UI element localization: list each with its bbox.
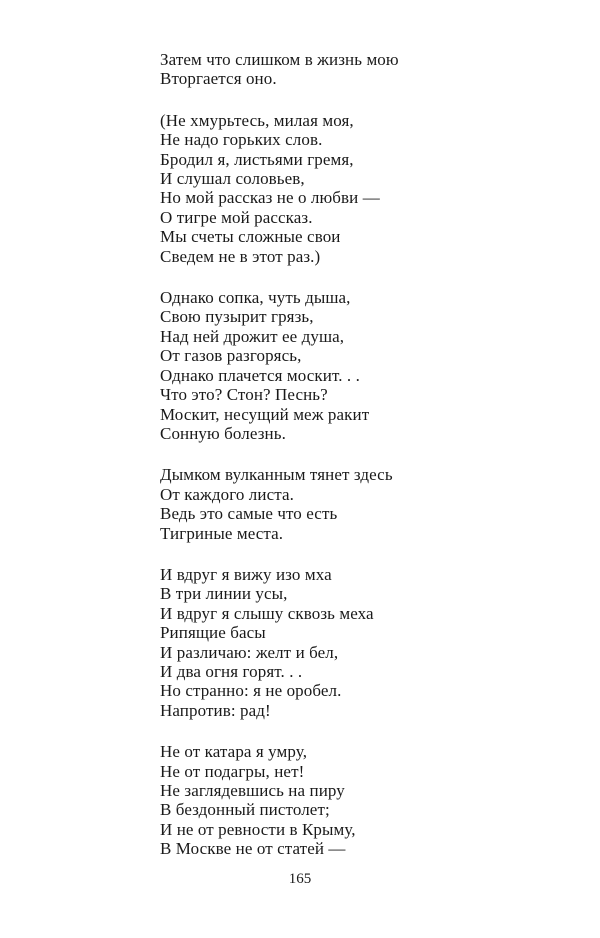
poem-line: И слушал соловьев, [160,169,305,189]
poem-line: Бродил я, листьями гремя, [160,149,354,169]
stanza [160,50,580,89]
stanza [160,288,580,443]
stanza [160,465,580,543]
poem-line: Москит, несущий меж ракит [160,404,370,424]
stanza [160,565,580,720]
poem-line: Однако сопка, чуть дыша, [160,288,351,308]
poem-line: Затем что слишком в жизнь мою [160,50,399,69]
poem-line: Но странно: я не оробел. [160,681,342,701]
poem-line: Не заглядевшись на пиру [160,781,345,800]
poem-text [160,50,580,881]
poem-line: И не от ревности в Крыму, [160,819,356,839]
poem-line: В Москве не от статей — [160,839,346,859]
poem-line: В бездонный пистолет; [160,800,330,820]
poem-line: О тигре мой рассказ. [160,207,313,227]
poem-line: И вдруг я слышу сквозь меха [160,603,374,623]
poem-line: От газов разгорясь, [160,346,302,366]
poem-line: (Не хмурьтесь, милая моя, [160,110,354,130]
poem-line: Что это? Стон? Песнь? [160,385,328,405]
poem-line: Но мой рассказ не о любви — [160,188,380,208]
poem-line: И различаю: желт и бел, [160,642,339,662]
poem-line: Не надо горьких слов. [160,130,323,150]
poem-line: Не от катара я умру, [160,742,308,762]
poem-line: Однако плачется москит. . . [160,365,360,385]
poem-line: Тигриные места. [160,523,284,543]
poem-line: Дымком вулканным тянет здесь [160,465,393,485]
poem-line: Не от подагры, нет! [160,761,305,781]
stanza [160,742,580,858]
poem-line: Сонную болезнь. [160,423,286,443]
poem-line: Мы счеты сложные свои [160,227,341,247]
poem-line: И два огня горят. . . [160,661,303,681]
poem-line: Свою пузырит грязь, [160,307,314,327]
poem-line: Ведь это самые что есть [160,504,338,524]
poem-line: И вдруг я вижу изо мха [160,564,332,584]
stanza [160,111,580,266]
poem-line: Рипящие басы [160,623,266,643]
poem-line: От каждого листа. [160,484,294,504]
poem-line: Над ней дрожит ее душа, [160,326,345,346]
poem-line: Вторгается оно. [160,69,277,89]
page-number: 165 [288,871,312,887]
poem-line: В три линии усы, [160,584,288,604]
poem-line: Напротив: рад! [160,700,271,720]
poem-line: Сведем не в этот раз.) [160,246,321,266]
